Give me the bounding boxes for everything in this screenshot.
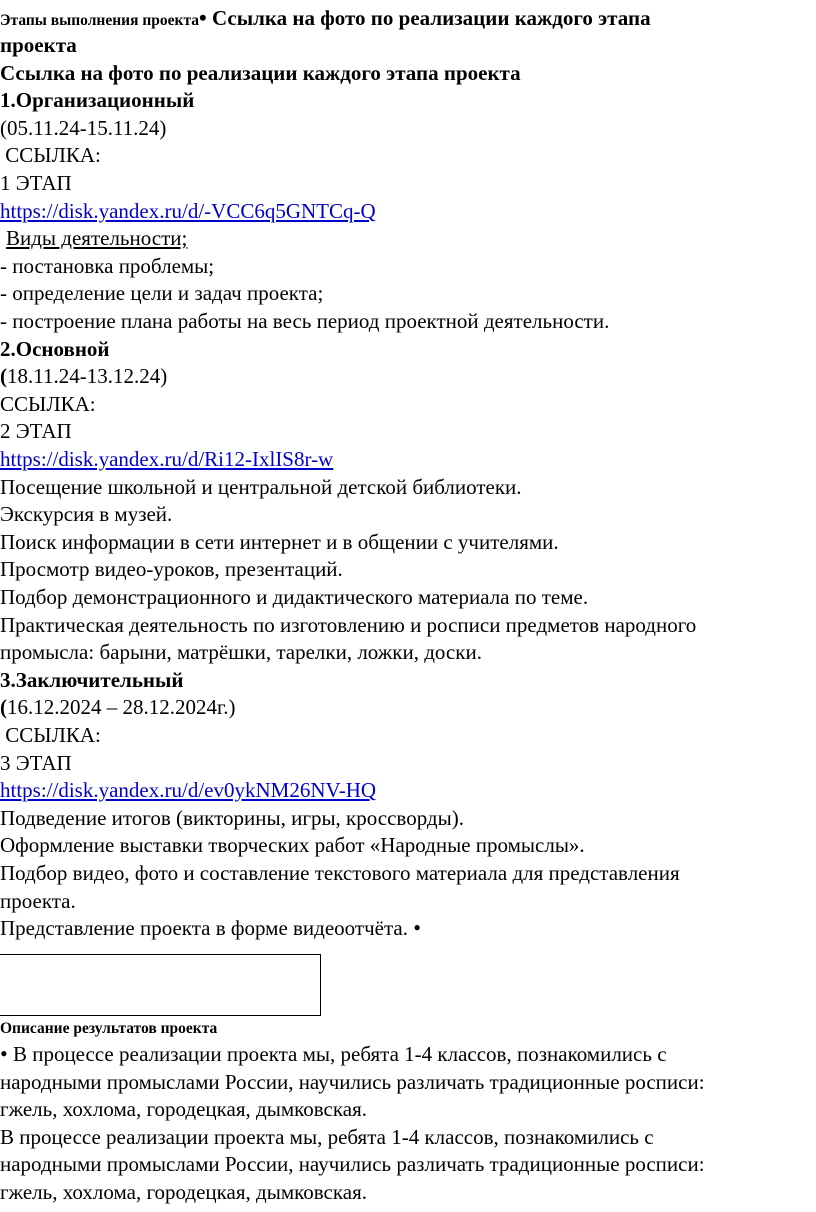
stage2-dates-line [0,364,167,388]
list-item: Подбор видео, фото и составление текстового материала для представления [0,861,680,885]
list-item-text: Представление проекта в форме видеоотчёта. [0,916,414,940]
results-para1-text: В процессе реализации проекта мы, ребята 1-4 классов, познакомились с [7,1042,667,1066]
stage1-title: 1.Организационный [0,88,195,112]
photo-link-title: Ссылка на фото по реализации каждого этапа [206,6,651,30]
dates-open-paren: ( [0,695,7,719]
stage3-disk-link[interactable]: https://disk.yandex.ru/d/ev0ykNM26NV-HQ [0,778,377,802]
stage1-stage-label: 1 ЭТАП [0,171,72,195]
results-para1-line2: народными промыслами России, научились различать традиционные росписи: [0,1070,705,1094]
list-item: Оформление выставки творческих работ «Народные промыслы». [0,833,585,857]
results-para1-line1 [0,1042,667,1066]
list-item: - построение плана работы на весь период проектной деятельности. [0,309,610,333]
list-item: Практическая деятельность по изготовлению и росписи предметов народного [0,613,697,637]
list-item: промысла: барыни, матрёшки, тарелки, ложки, доски. [0,640,482,664]
list-item: Экскурсия в музей. [0,502,173,526]
stage2-link-label: ССЫЛКА: [0,392,96,416]
list-item: - определение цели и задач проекта; [0,281,324,305]
bullet-icon: • [413,915,421,940]
photo-link-title-full: Ссылка на фото по реализации каждого этапа проекта [0,61,521,85]
stage3-dates: 16.12.2024 – 28.12.2024г.) [7,695,236,719]
bullet-icon: • [199,5,207,30]
dates-open-paren: ( [0,364,7,388]
stage2-disk-link[interactable]: https://disk.yandex.ru/d/Ri12-IxlIS8r-w [0,447,334,471]
results-para2-line3: гжель, хохлома, городецкая, дымковская. [0,1180,367,1204]
list-item: - постановка проблемы; [0,254,215,278]
list-item: Просмотр видео-уроков, презентаций. [0,557,343,581]
stage3-stage-label: 3 ЭТАП [0,751,72,775]
list-item: проекта. [0,889,76,913]
empty-frame [0,954,321,1016]
stage1-activities-heading: Виды деятельности; [6,226,188,250]
stage3-title: 3.Заключительный [0,668,184,692]
results-heading: Описание результатов проекта [0,1020,218,1037]
stage3-dates-line [0,695,236,719]
small-title: Этапы выполнения проекта [0,12,200,29]
stage2-stage-label: 2 ЭТАП [0,419,72,443]
results-para1-line3: гжель, хохлома, городецкая, дымковская. [0,1097,367,1121]
results-para2-line2: народными промыслами России, научились различать традиционные росписи: [0,1152,705,1176]
photo-link-title-cont: проекта [0,33,77,57]
results-para2-line1: В процессе реализации проекта мы, ребята 1-4 классов, познакомились с [0,1125,654,1149]
list-item: Подведение итогов (викторины, игры, кроссворды). [0,806,464,830]
stage1-link-label: ССЫЛКА: [0,143,101,167]
bullet-icon: • [0,1041,8,1066]
stage2-title: 2.Основной [0,337,110,361]
list-item: Подбор демонстрационного и дидактического материала по теме. [0,585,589,609]
list-item: Посещение школьной и центральной детской библиотеки. [0,475,522,499]
stage3-link-label: ССЫЛКА: [0,723,101,747]
header-line [0,6,651,33]
list-item: Поиск информации в сети интернет и в общении с учителями. [0,530,559,554]
stage1-dates: (05.11.24-15.11.24) [0,116,167,140]
stage1-disk-link[interactable]: https://disk.yandex.ru/d/-VCC6q5GNTCq-Q [0,199,376,223]
list-item [0,916,421,940]
stage2-dates: 18.11.24-13.12.24) [7,364,168,388]
